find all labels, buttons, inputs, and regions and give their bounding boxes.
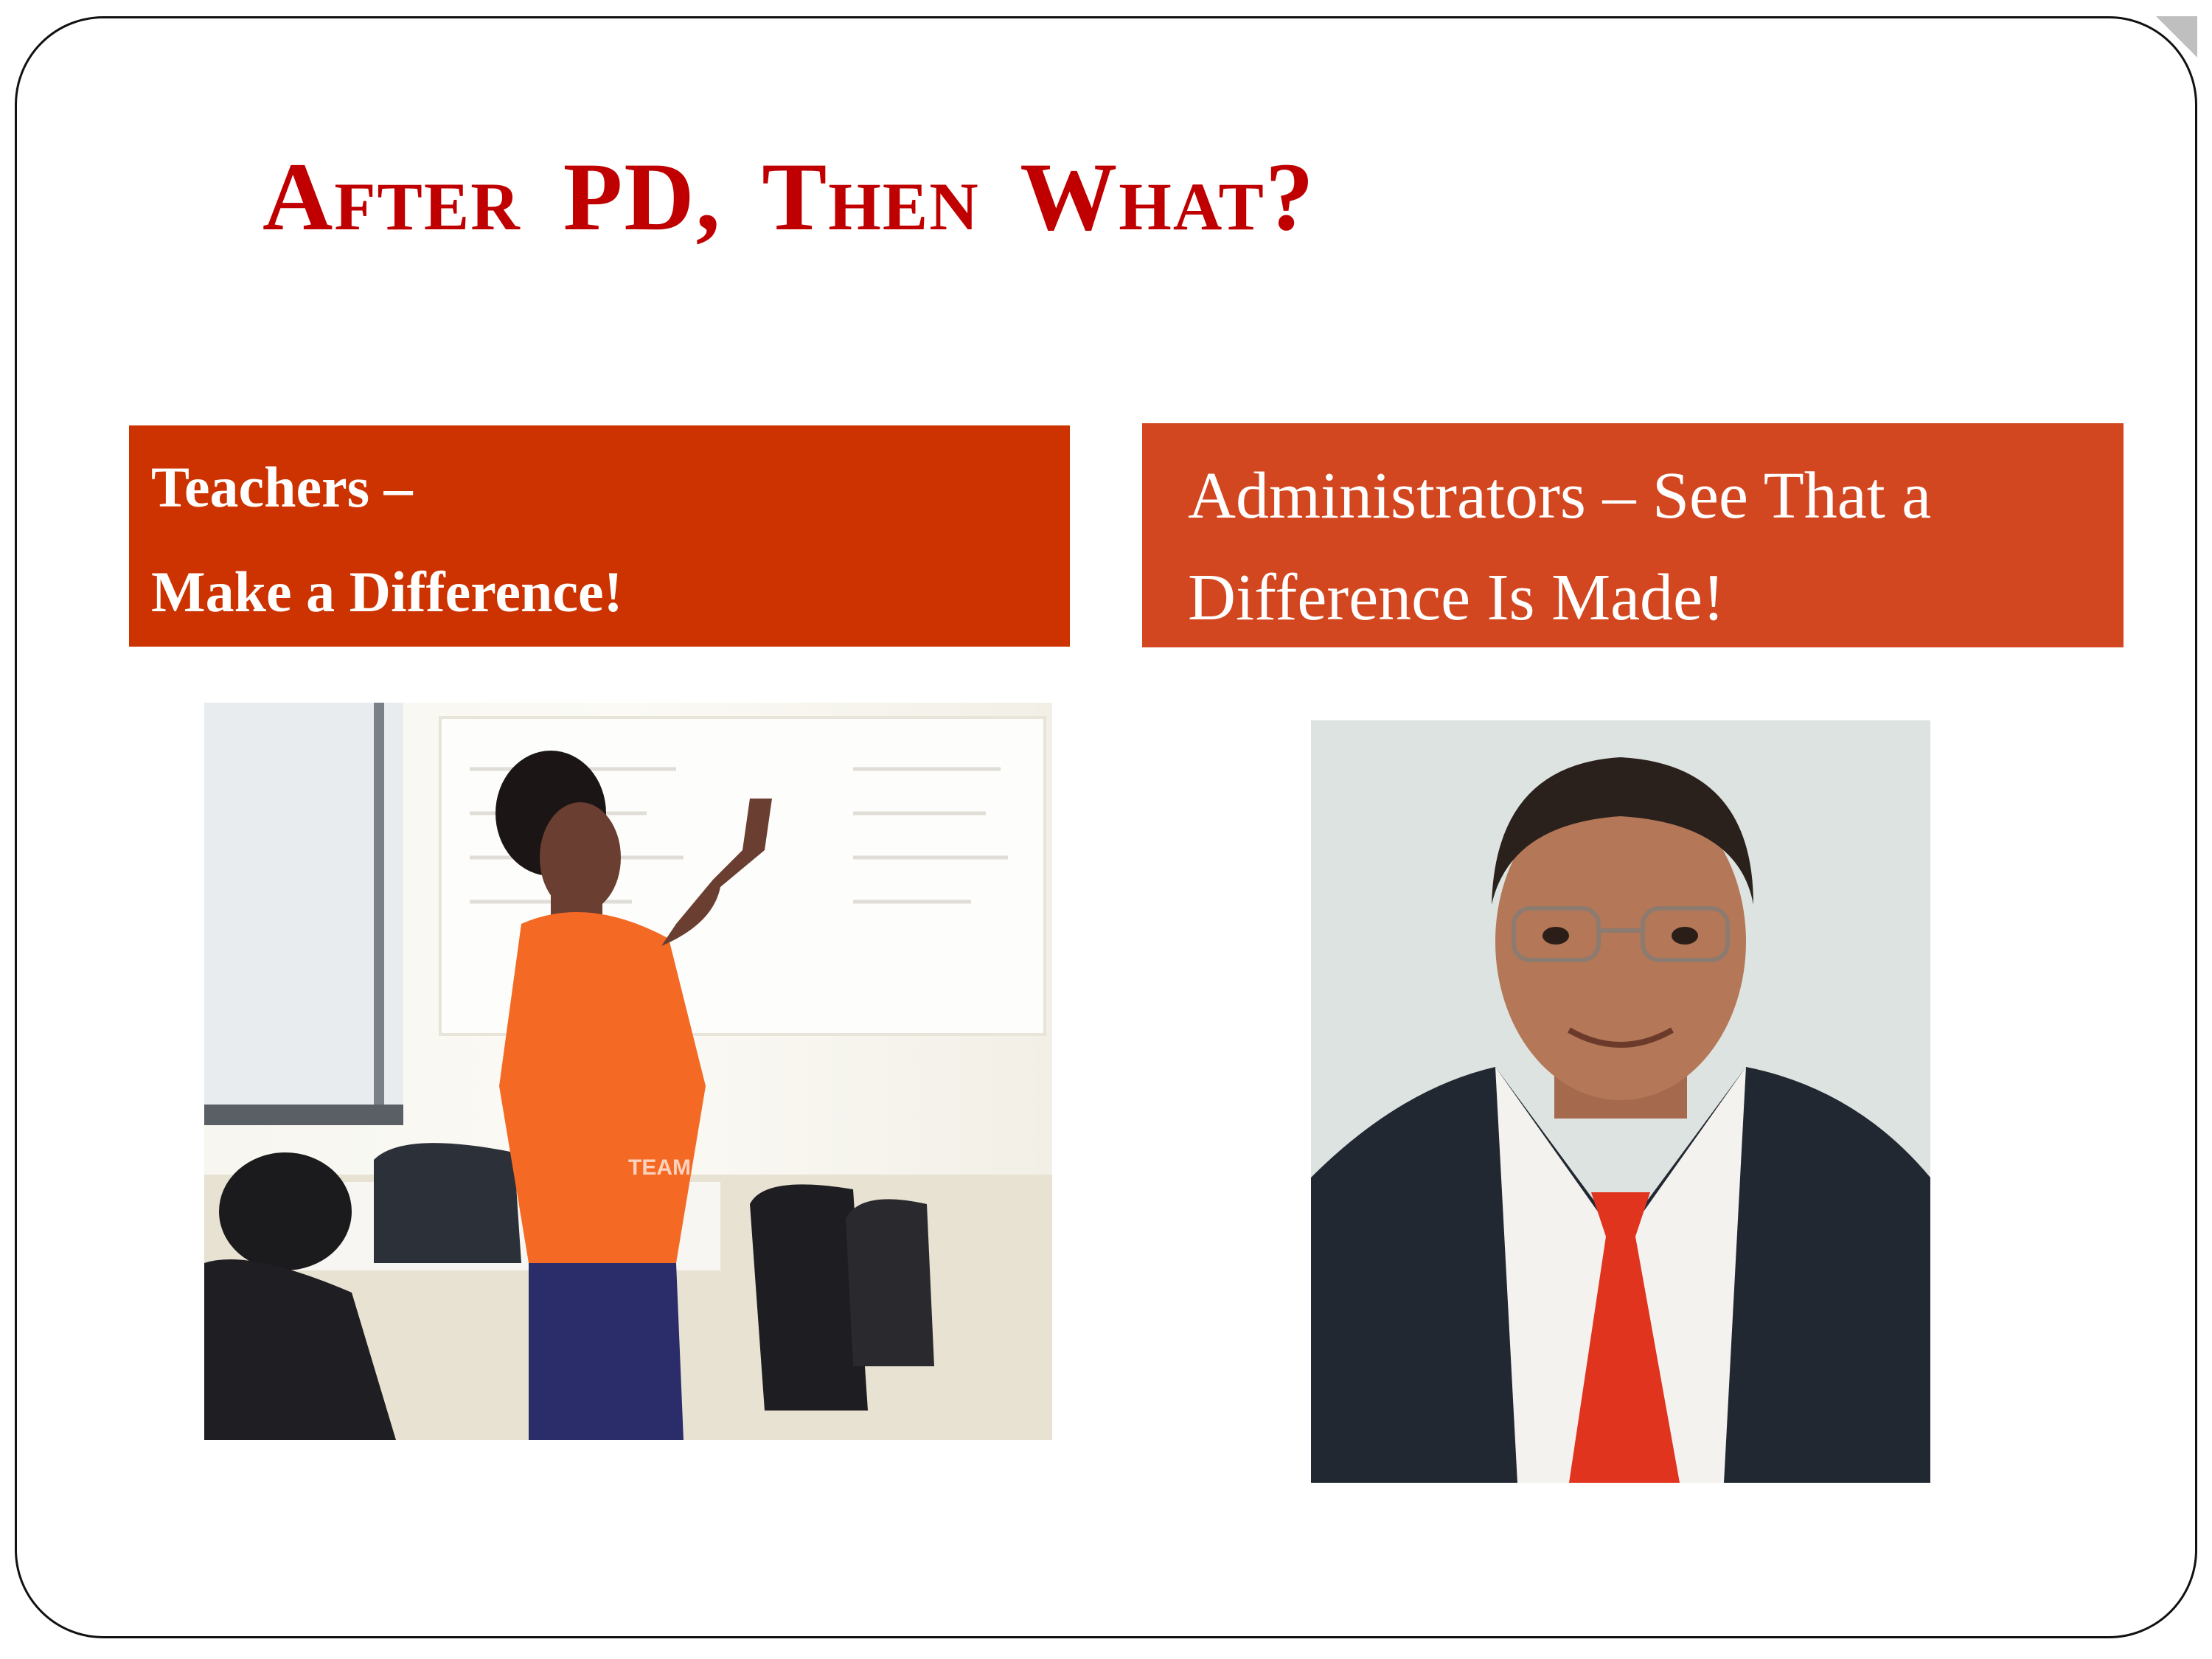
teacher-photo-illustration bbox=[204, 703, 1052, 1440]
teacher-shirt bbox=[499, 912, 706, 1263]
administrator-photo-illustration bbox=[1311, 720, 1930, 1483]
projector-screen bbox=[204, 703, 403, 1116]
chair bbox=[846, 1199, 934, 1366]
administrator-portrait-photo bbox=[1311, 720, 1930, 1483]
teacher-presenting-photo bbox=[204, 703, 1052, 1440]
teacher-pants bbox=[529, 1263, 684, 1440]
slide-title: After PD, Then What? bbox=[262, 142, 1315, 251]
administrators-header-text: Administrators – See That a Difference Is Made! bbox=[1188, 459, 1932, 634]
student-head bbox=[219, 1152, 352, 1270]
teachers-header-line2: Make a Difference! bbox=[151, 560, 623, 624]
teachers-header-box bbox=[129, 425, 1070, 647]
page-curl-decoration bbox=[2153, 16, 2197, 60]
administrators-header-box bbox=[1142, 423, 2124, 647]
chair bbox=[374, 1143, 521, 1263]
teachers-header-line1: Teachers – bbox=[151, 455, 413, 519]
svg-text:TEAM: TEAM bbox=[628, 1155, 691, 1180]
